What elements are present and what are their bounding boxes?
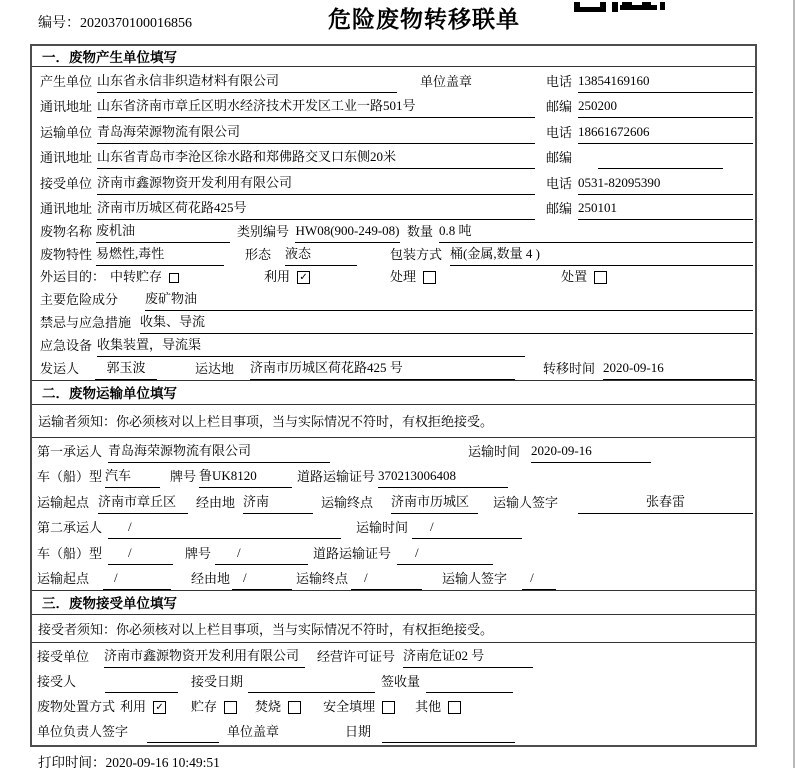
print-time-label: 打印时间： xyxy=(38,755,106,768)
shipper-value: 郭玉波 xyxy=(95,357,157,380)
producer-row xyxy=(32,67,755,93)
equipment-label: 应急设备 xyxy=(40,337,93,353)
shipper-row xyxy=(32,357,755,380)
checkbox-label: 贮存 xyxy=(191,698,218,714)
characteristics-value: 易燃性,毒性 xyxy=(96,243,224,266)
taboo-label: 禁忌与应急措施 xyxy=(40,314,132,330)
hazard-label: 主要危险成分 xyxy=(40,292,119,308)
receiver-value: 济南市鑫源物资开发利用有限公司 xyxy=(97,172,535,195)
disposal-method-row xyxy=(32,693,755,718)
sign1-value: 张春雷 xyxy=(578,491,753,514)
postcode-label: 邮编 xyxy=(546,150,573,165)
plate2-value: / xyxy=(215,545,308,565)
transport-time-label: 运输时间 xyxy=(356,520,409,536)
taboo-value: 收集、导流 xyxy=(140,311,753,334)
acceptor-label: 接受人 xyxy=(37,673,77,689)
category-label: 类别编号 xyxy=(237,223,290,239)
transfer-date-label: 转移时间 xyxy=(543,360,596,376)
print-time-line xyxy=(38,751,220,768)
checkbox-option xyxy=(110,266,179,288)
transporter-phone-value: 18661672606 xyxy=(578,124,753,144)
carrier2-time-value: / xyxy=(412,519,522,539)
carrier1-label: 第一承运人 xyxy=(37,443,103,459)
permit-value: 济南危证02 号 xyxy=(403,645,533,668)
plate-label: 牌号 xyxy=(170,469,197,485)
unit-seal-label: 单位盖章 xyxy=(420,73,473,89)
signer-row xyxy=(32,718,755,743)
license1-value: 370213006408 xyxy=(378,468,508,488)
postcode-label: 邮编 xyxy=(546,99,573,114)
checkbox-label: 其他 xyxy=(415,698,442,714)
serial-label: 编号： xyxy=(38,16,80,31)
plate1-value: 鲁UK8120 xyxy=(199,465,292,488)
vehicle2-value: / xyxy=(108,545,173,565)
waste-name-value: 废机油 xyxy=(96,220,230,243)
checkbox-label: 安全填埋 xyxy=(323,698,376,714)
phone-label: 电话 xyxy=(546,175,573,191)
packing-value: 桶(金属,数量 4 ) xyxy=(450,243,753,266)
transporter-postcode-value xyxy=(598,165,723,169)
accept-unit-row xyxy=(32,643,755,668)
checkbox-unchecked[interactable] xyxy=(594,271,607,284)
quantity-value: 0.8 吨 xyxy=(439,220,753,243)
checkbox-label: 处理 xyxy=(390,269,417,285)
equipment-row xyxy=(32,334,755,357)
route1-row xyxy=(32,488,755,513)
transfer-purpose-options xyxy=(105,266,607,288)
receiver-address-value: 济南市历城区荷花路425号 xyxy=(97,197,535,220)
phone-label: 电话 xyxy=(546,73,573,89)
unit-signer-label: 单位负责人签字 xyxy=(37,723,129,739)
receiver-notice: 接受者须知：你必须核对以上栏目事项，当与实际情况不符时，有权拒绝接受。 xyxy=(32,615,755,643)
end2-value: / xyxy=(351,570,422,590)
destination-label: 运达地 xyxy=(195,360,235,376)
transfer-purpose-row xyxy=(32,266,755,289)
equipment-value: 收集装置，导流渠 xyxy=(97,334,525,357)
via-label: 经由地 xyxy=(191,570,231,586)
checkbox-label: 利用 xyxy=(264,269,291,285)
quantity-label: 数量 xyxy=(407,223,434,239)
checkbox-option xyxy=(415,696,461,718)
vehicle-type-label: 车（船）型 xyxy=(37,545,103,561)
received-qty-value xyxy=(426,689,513,693)
road-license-label: 道路运输证号 xyxy=(313,545,392,561)
origin2-value: / xyxy=(103,570,171,590)
end-label: 运输终点 xyxy=(296,570,349,586)
date-label: 日期 xyxy=(345,723,372,739)
carrier-sign-label: 运输人签字 xyxy=(442,570,508,586)
checkbox-unchecked[interactable] xyxy=(448,701,461,714)
receiver-label: 接受单位 xyxy=(40,175,93,191)
origin-label: 运输起点 xyxy=(37,494,90,510)
qr-code-fragment xyxy=(574,0,666,16)
postcode-label: 邮编 xyxy=(546,201,573,216)
sign2-value: / xyxy=(522,570,556,590)
checkbox-unchecked[interactable] xyxy=(224,701,237,714)
transporter-label: 运输单位 xyxy=(40,124,93,140)
producer-value: 山东省永信非织造材料有限公司 xyxy=(97,70,397,93)
checkbox-label: 处置 xyxy=(561,269,588,285)
shipper-label: 发运人 xyxy=(40,360,80,376)
disposal-method-options xyxy=(115,696,461,718)
unit-seal-label: 单位盖章 xyxy=(227,723,280,739)
end1-value: 济南市历城区 xyxy=(391,491,478,514)
checkbox-option xyxy=(120,696,166,718)
checkbox-label: 焚烧 xyxy=(255,698,282,714)
transporter-notice: 运输者须知：你必须核对以上栏目事项，当与实际情况不符时，有权拒绝接受。 xyxy=(32,405,755,438)
via1-value: 济南 xyxy=(243,491,313,514)
transporter-value: 青岛海荣源物流有限公司 xyxy=(97,121,535,144)
form-label: 形态 xyxy=(245,246,272,262)
producer-label: 产生单位 xyxy=(40,73,93,89)
receiver-row xyxy=(32,169,755,195)
accept-unit-label: 接受单位 xyxy=(37,648,90,664)
checkbox-unchecked[interactable] xyxy=(382,701,395,714)
address-label: 通讯地址 xyxy=(40,99,93,114)
carrier1-time-value: 2020-09-16 xyxy=(531,443,651,463)
license2-value: / xyxy=(397,545,493,565)
origin1-value: 济南市章丘区 xyxy=(98,491,188,514)
transfer-date-value: 2020-09-16 xyxy=(603,360,753,380)
via-label: 经由地 xyxy=(196,494,236,510)
checkbox-option xyxy=(191,696,237,718)
checkbox-option xyxy=(264,266,310,288)
serial-number-line xyxy=(38,12,192,32)
address-label: 通讯地址 xyxy=(40,201,93,216)
receiver-postcode-value: 250101 xyxy=(578,200,753,220)
producer-address-value: 山东省济南市章丘区明水经济技术开发区工业一路501号 xyxy=(97,95,535,118)
transporter-address-row xyxy=(32,144,755,170)
address-label: 通讯地址 xyxy=(40,150,93,165)
checkbox-label: 中转贮存 xyxy=(110,269,163,285)
category-code-value: HW08(900-249-08) xyxy=(295,223,400,243)
road-license-label: 道路运输证号 xyxy=(297,469,376,485)
transporter-address-value: 山东省青岛市李沧区徐水路和郑佛路交叉口东侧20米 xyxy=(97,146,535,169)
carrier2-row xyxy=(32,514,755,539)
disposal-label: 废物处置方式 xyxy=(37,698,116,714)
vehicle2-row xyxy=(32,539,755,564)
receiver-phone-value: 0531-82095390 xyxy=(578,175,753,195)
checkbox-unchecked[interactable] xyxy=(288,701,301,714)
transporter-row xyxy=(32,118,755,144)
checkbox-label: 利用 xyxy=(120,698,147,714)
form-value: 液态 xyxy=(285,243,357,266)
serial-number: 2020370100016856 xyxy=(80,16,192,31)
vehicle1-row xyxy=(32,463,755,488)
waste-name-label: 废物名称 xyxy=(40,223,93,239)
purpose-label: 外运目的： xyxy=(40,269,106,285)
accept-date-label: 接受日期 xyxy=(191,673,244,689)
checkbox-checked[interactable]: ✓ xyxy=(153,701,166,714)
form-box xyxy=(30,44,757,747)
section3-header: 三．废物接受单位填写 xyxy=(32,590,755,615)
hazard-row xyxy=(32,288,755,311)
waste-name-row xyxy=(32,220,755,243)
permit-label: 经营许可证号 xyxy=(317,648,396,664)
vehicle1-value: 汽车 xyxy=(105,465,160,488)
origin-label: 运输起点 xyxy=(37,570,90,586)
via2-value: / xyxy=(232,570,292,590)
section1-header: 一．废物产生单位填写 xyxy=(32,46,755,67)
producer-phone-value: 13854169160 xyxy=(578,73,753,93)
acceptor-value xyxy=(105,689,178,693)
carrier2-value: / xyxy=(108,519,341,539)
carrier1-row xyxy=(32,438,755,463)
date-value xyxy=(382,739,515,743)
destination-value: 济南市历城区荷花路425 号 xyxy=(250,357,515,380)
carrier2-label: 第二承运人 xyxy=(37,520,103,536)
checkbox-checked[interactable]: ✓ xyxy=(297,271,310,284)
checkbox-unchecked[interactable] xyxy=(169,273,179,283)
end-label: 运输终点 xyxy=(321,494,374,510)
transport-time-label: 运输时间 xyxy=(468,443,521,459)
accept-date-value xyxy=(248,689,375,693)
acceptor-row xyxy=(32,668,755,693)
phone-label: 电话 xyxy=(546,124,573,140)
print-time-value: 2020-09-16 10:49:51 xyxy=(105,755,220,768)
page-edge-divider xyxy=(793,0,795,768)
plate-label: 牌号 xyxy=(185,545,212,561)
checkbox-option xyxy=(255,696,301,718)
vehicle-type-label: 车（船）型 xyxy=(37,469,103,485)
producer-address-row xyxy=(32,93,755,119)
section2-header: 二．废物运输单位填写 xyxy=(32,380,755,405)
route2-row xyxy=(32,565,755,590)
producer-postcode-value: 250200 xyxy=(578,98,753,118)
checkbox-option xyxy=(390,266,436,288)
checkbox-option xyxy=(323,696,395,718)
accept-unit-value: 济南市鑫源物资开发利用有限公司 xyxy=(104,645,305,668)
checkbox-unchecked[interactable] xyxy=(423,271,436,284)
hazard-value: 废矿物油 xyxy=(145,288,753,311)
taboo-row xyxy=(32,311,755,334)
carrier1-value: 青岛海荣源物流有限公司 xyxy=(108,440,330,463)
received-qty-label: 签收量 xyxy=(381,673,421,689)
packing-label: 包装方式 xyxy=(390,246,443,262)
characteristics-row xyxy=(32,243,755,266)
receiver-address-row xyxy=(32,195,755,221)
unit-signer-value xyxy=(147,739,219,743)
page-title: 危险废物转移联单 xyxy=(328,7,520,32)
characteristics-label: 废物特性 xyxy=(40,246,93,262)
checkbox-option xyxy=(561,266,607,288)
carrier-sign-label: 运输人签字 xyxy=(493,494,559,510)
